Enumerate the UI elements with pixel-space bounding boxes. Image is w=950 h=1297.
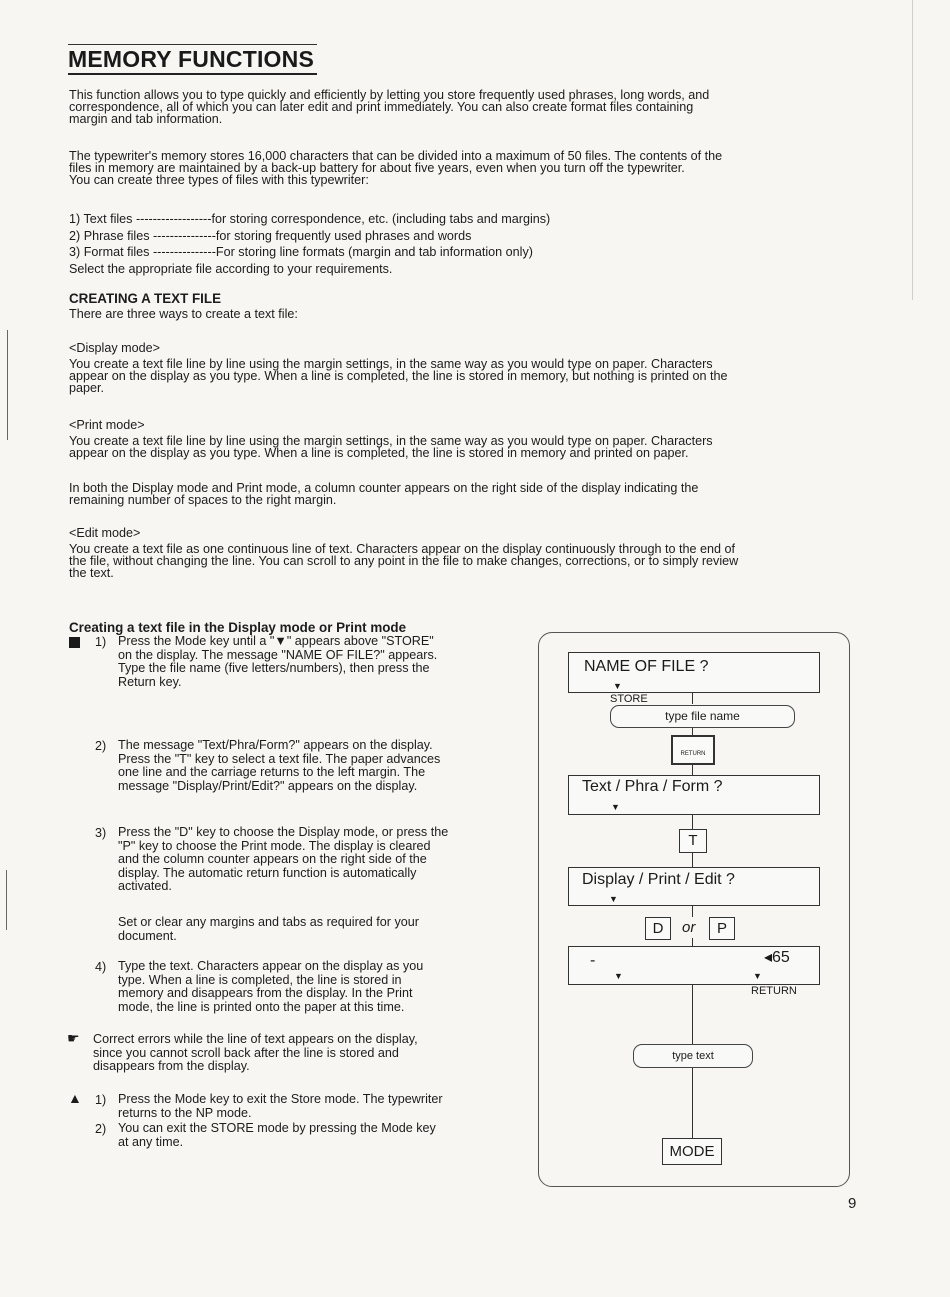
return-label: RETURN (751, 985, 797, 997)
text-line: Press the Mode key to exit the Store mode. The typewriter (118, 1092, 443, 1106)
text-line: message "Display/Print/Edit?" appears on the display. (118, 778, 418, 793)
list-item: 3) Format files ---------------For storing line formats (margin and tab information only) (69, 245, 533, 259)
list-item: 1) Text files ------------------for storing correspondence, etc. (including tabs and margins) (69, 212, 551, 226)
text-line: one line and the carriage returns to the left margin. The (118, 765, 426, 779)
text-line: You create a text file as one continuous line of text. Characters appear on the display continuously through to the end of (69, 542, 736, 556)
text-line: the text. (69, 566, 114, 580)
text-line: disappears from the display. (93, 1059, 250, 1073)
text-line: display. The automatic return function is automatically (118, 865, 417, 880)
text-line: appear on the display as you type. When a line is completed, the line is stored in memory, but nothing is printed on the (69, 369, 728, 383)
text-line: remaining number of spaces to the right margin. (69, 493, 337, 507)
connector-line (692, 727, 693, 735)
text-line: document. (118, 928, 177, 943)
text-line: In both the Display mode and Print mode, a column counter appears on the right side of the display indicating the (69, 481, 699, 495)
p-key: P (709, 917, 735, 940)
text-line: since you cannot scroll back after the line is stored and (93, 1045, 399, 1060)
intro-paragraph-1 (69, 89, 709, 125)
text-line: Select the appropriate file according to your requirements. (69, 261, 393, 276)
text-line: returns to the NP mode. (118, 1105, 252, 1120)
file-types-list (69, 211, 550, 277)
step-number: 2) (95, 1122, 107, 1136)
text-line: margin and tab information. (69, 112, 223, 126)
text-line: Type the file name (five letters/numbers), then press the (118, 661, 430, 675)
down-arrow-icon: ▼ (614, 971, 623, 981)
procedure-heading: Creating a text file in the Display mode or Print mode (69, 620, 407, 635)
d-key: D (645, 917, 671, 940)
down-arrow-icon: ▼ (753, 971, 762, 981)
page-title: MEMORY FUNCTIONS (68, 46, 314, 72)
title-underline (68, 73, 317, 75)
scan-edge-mark (7, 330, 8, 440)
text-line: Return key. (118, 674, 182, 689)
step-number: 1) (95, 635, 107, 649)
connector-line (692, 852, 693, 867)
display-text: NAME OF FILE ? (584, 658, 709, 675)
or-text: or (682, 919, 696, 936)
exit-step-1-text (118, 1093, 443, 1120)
display-text: Text / Phra / Form ? (582, 778, 723, 795)
both-modes-text (69, 482, 698, 506)
text-line: mode, the line is printed onto the paper at this time. (118, 999, 405, 1014)
text-line: files in memory are maintained by a back-up battery for about five years, even when you turn off the typewriter. (69, 161, 685, 175)
connector-line (692, 1068, 693, 1138)
note-text (93, 1033, 418, 1074)
step-number: 4) (95, 960, 107, 974)
type-file-name-step: type file name (610, 705, 795, 728)
text-line: You can exit the STORE mode by pressing the Mode key (118, 1121, 436, 1135)
section-heading: CREATING A TEXT FILE (69, 291, 222, 306)
edit-mode-label: <Edit mode> (69, 526, 141, 540)
print-mode-text (69, 435, 713, 459)
down-arrow-icon: ▼ (611, 802, 620, 812)
text-line: the file, without changing the line. You can scroll to any point in the file to make changes, corrections, or to simply review (69, 554, 739, 568)
step-3-text (118, 826, 448, 894)
scan-edge-mark (6, 870, 7, 930)
display-mode-text (69, 358, 728, 394)
connector-line (692, 905, 693, 917)
scan-edge-mark (912, 0, 913, 300)
down-arrow-icon: ▼ (613, 681, 622, 691)
text-line: Type the text. Characters appear on the display as you (118, 959, 424, 973)
connector-line (692, 813, 693, 829)
text-line: You create a text file line by line using the margin settings, in the same way as you would type on paper. Characters (69, 434, 713, 448)
title-rule-top (68, 44, 317, 45)
step-number: 1) (95, 1093, 107, 1107)
column-counter: ◂65 (764, 949, 790, 966)
display-mode-label: <Display mode> (69, 341, 161, 355)
text-line: and the column counter appears on the right side of the (118, 852, 427, 866)
text-line: Correct errors while the line of text appears on the display, (93, 1032, 418, 1046)
list-item: 2) Phrase files ---------------for storing frequently used phrases and words (69, 228, 472, 243)
step-2-text (118, 739, 440, 793)
text-line: type. When a line is completed, the line is stored in (118, 972, 402, 987)
connector-line (692, 692, 693, 704)
text-line: The message "Text/Phra/Form?" appears on the display. (118, 738, 433, 752)
display-text: - (590, 952, 596, 969)
text-line: Press the "D" key to choose the Display mode, or press the (118, 825, 449, 839)
print-mode-label: <Print mode> (69, 418, 145, 432)
display-text: Display / Print / Edit ? (582, 871, 735, 888)
connector-line (692, 938, 693, 946)
store-label: STORE (610, 693, 648, 705)
down-arrow-icon: ▼ (609, 894, 618, 904)
page-number: 9 (848, 1195, 857, 1212)
margins-note (118, 916, 419, 943)
pointing-hand-icon: ☛ (67, 1030, 80, 1046)
text-line: Press the Mode key until a "▼" appears above "STORE" (118, 634, 434, 648)
text-line: memory and disappears from the display. In the Print (118, 986, 413, 1000)
text-line: at any time. (118, 1134, 184, 1149)
step-number: 3) (95, 826, 107, 840)
t-key: T (679, 829, 707, 853)
text-line: You create a text file line by line using the margin settings, in the same way as you would type on paper. Characters (69, 357, 713, 371)
square-bullet-icon (69, 637, 80, 648)
text-line: You can create three types of files with this typewriter: (69, 173, 369, 187)
triangle-bullet-icon: ▲ (68, 1090, 82, 1106)
type-text-step: type text (633, 1044, 753, 1068)
return-key: RETURN (671, 735, 715, 765)
step-number: 2) (95, 739, 107, 753)
text-line: Set or clear any margins and tabs as required for your (118, 915, 420, 929)
text-line: activated. (118, 879, 172, 893)
text-line: paper. (69, 381, 105, 395)
step-4-text (118, 960, 423, 1014)
text-line: on the display. The message "NAME OF FILE?" appears. (118, 647, 438, 662)
step-1-text (118, 635, 437, 689)
text-line: Press the "T" key to select a text file. The paper advances (118, 751, 441, 766)
text-line: "P" key to choose the Print mode. The display is cleared (118, 838, 431, 853)
text-line: correspondence, all of which you can later edit and print immediately. You can also create format files containing (69, 100, 694, 114)
text-line: This function allows you to type quickly and efficiently by letting you store frequently used phrases, long words, and (69, 88, 710, 102)
intro-paragraph-2 (69, 150, 722, 186)
text-line: The typewriter's memory stores 16,000 characters that can be divided into a maximum of 50 files. The contents of the (69, 149, 723, 163)
edit-mode-text (69, 543, 738, 579)
connector-line (692, 984, 693, 1044)
mode-key: MODE (662, 1138, 722, 1165)
exit-step-2-text (118, 1122, 436, 1149)
text-line: appear on the display as you type. When a line is completed, the line is stored in memory and printed on paper. (69, 446, 689, 460)
section-lead: There are three ways to create a text file: (69, 307, 298, 321)
